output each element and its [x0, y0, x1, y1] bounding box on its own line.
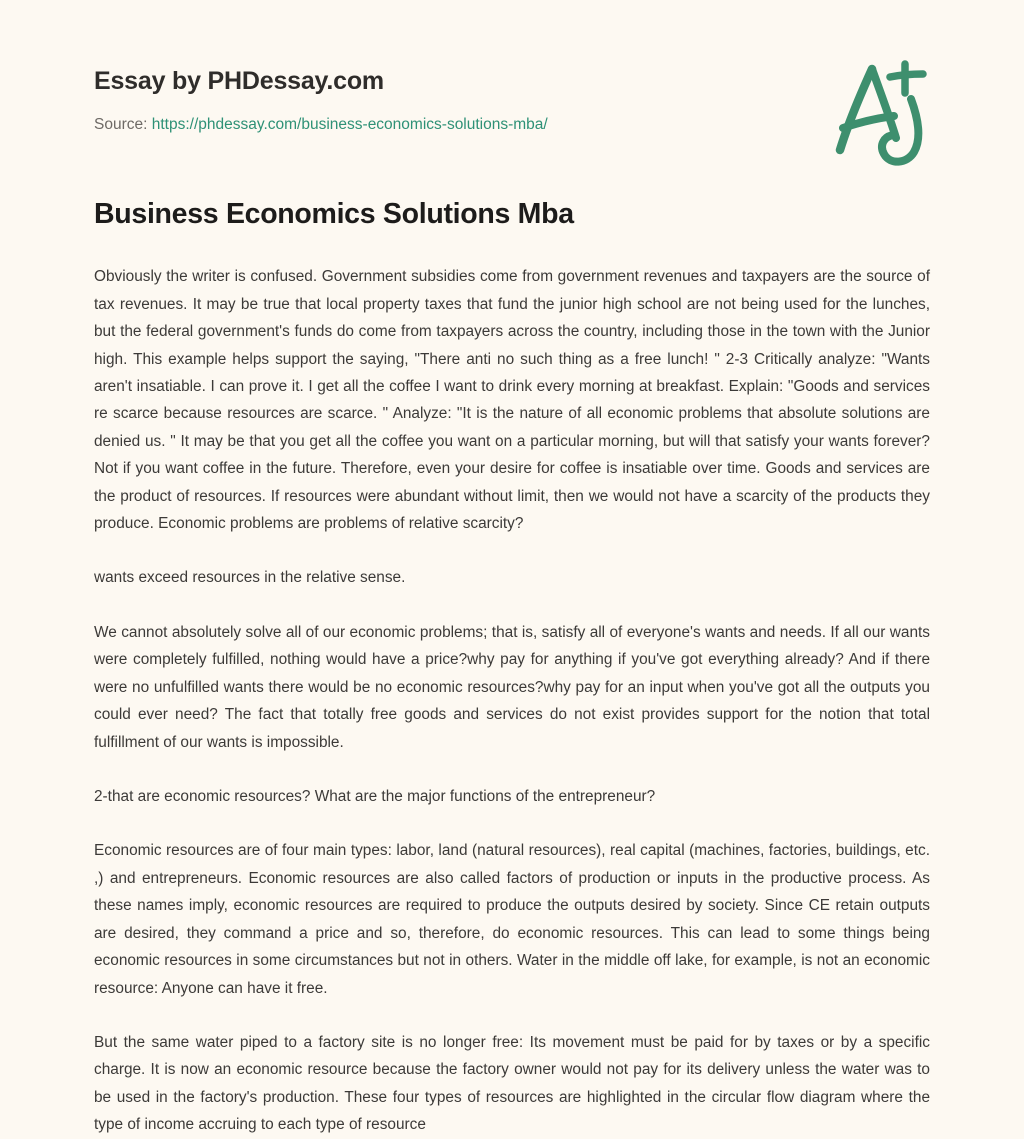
- paragraph: wants exceed resources in the relative sense.: [94, 569, 406, 587]
- page-title: Business Economics Solutions Mba: [94, 197, 574, 230]
- a-plus-logo-icon: [810, 46, 960, 176]
- paragraph: 2-that are economic resources? What are the major functions of the entrepreneur?: [94, 788, 656, 806]
- paragraph: Economic resources are of four main types: labor, land (natural resources), real capital (machines, factories, buildings, etc. ,) and entrepreneurs. Economic resources are also called factors of production or inputs in the productive process. As these names imply, economic resources are required to produce the outputs desired by society. Since CE retain outputs are desired, they command a price and so, therefore, do economic resources. This can lead to some things being economic resources in some circumstances but not in others. Water in the middle off lake, for example, is not an economic resource: Anyone can have it free.: [94, 842, 930, 997]
- page-header: [94, 0, 930, 135]
- paragraph: We cannot absolutely solve all of our economic problems; that is, satisfy all of everyone's wants and needs. If all our wants were completely fulfilled, nothing would have a price?why pay for anything if you've got everything already? And if there were no unfulfilled wants there would be no economic resources?why pay for an input when you've got all the outputs you could ever need? The fact that totally free goods and services do not exist provides support for the notion that total fulfillment of our wants is impossible.: [94, 623, 930, 751]
- article-body: [94, 232, 930, 1138]
- brand-title: Essay by PHDessay.com: [94, 67, 384, 95]
- paragraph: But the same water piped to a factory site is no longer free: Its movement must be paid for by taxes or by a specific charge. It is now an economic resource because the factory owner would not pay for its delivery unless the water was to be used in the factory's production. These four types of resources are highlighted in the circular flow diagram where the type of income accruing to each type of resource: [94, 1033, 930, 1134]
- paragraph: Obviously the writer is confused. Government subsidies come from government revenues and taxpayers are the source of tax revenues. It may be true that local property taxes that fund the junior high school are not being used for the lunches, but the federal government's funds do come from taxpayers across the country, including those in the town with the Junior high. This example helps support the saying, "There anti no such thing as a free lunch! " 2-3 Critically analyze: "Wants aren't insatiable. I can prove it. I get all the coffee I want to drink every morning at breakfast. Explain: "Goods and services re scarce because resources are scarce. " Analyze: "It is the nature of all economic problems that absolute solutions are denied us. " It may be that you get all the coffee you want on a particular morning, but will that satisfy your wants forever? Not if you want coffee in the future. Therefore, even your desire for coffee is insatiable over time. Goods and services are the product of resources. If resources were abundant without limit, then we would not have a scarcity of the products they produce. Economic problems are problems of relative scarcity?: [94, 268, 930, 533]
- source-label: Source:: [94, 115, 152, 133]
- a-plus-logo[interactable]: [810, 46, 960, 176]
- source-line: [94, 115, 930, 135]
- source-link[interactable]: https://phdessay.com/business-economics-solutions-mba/: [151, 115, 548, 133]
